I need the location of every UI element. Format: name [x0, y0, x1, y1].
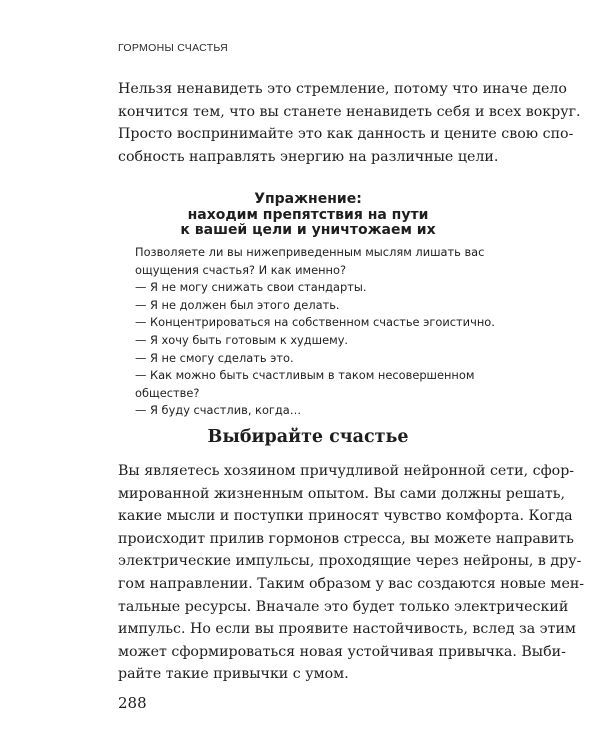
section-heading: Выбирайте счастье — [207, 427, 409, 447]
exercise-line: обществе? — [135, 385, 200, 400]
intro-line: Нельзя ненавидеть это стремление, потому что иначе дело — [118, 81, 567, 97]
exercise-title-line: Упражнение: — [254, 191, 362, 207]
exercise-line: — Концентрироваться на собственном счастье эгоистично. — [135, 315, 495, 330]
section-line: электрические импульсы, проходящие через нейроны, в дру- — [118, 553, 582, 570]
section-line: происходит прилив гормонов стресса, вы можете направить — [118, 530, 574, 547]
intro-line: кончится тем, что вы станете ненавидеть себя и всех вокруг. — [118, 103, 581, 120]
section-paragraph — [118, 460, 585, 686]
exercise-title — [118, 192, 498, 239]
exercise-line: — Как можно быть счастливым в таком несовершенном — [135, 368, 475, 383]
section-line: гом направлении. Таким образом у вас создаются новые мен- — [118, 575, 585, 592]
exercise-line: — Я не должен был этого делать. — [135, 297, 340, 312]
exercise-line: — Я не смогу сделать это. — [135, 350, 294, 365]
running-head: ГОРМОНЫ СЧАСТЬЯ — [118, 42, 229, 54]
exercise-line: Позволяете ли вы нижеприведенным мыслям лишать вас — [135, 245, 485, 259]
page-number: 288 — [118, 694, 147, 712]
section-line: мированной жизненным опытом. Вы сами должны решать, — [118, 485, 566, 502]
intro-paragraph — [118, 78, 581, 168]
section-line: тальные ресурсы. Вначале это будет только электрический — [118, 598, 569, 615]
section-line: может сформироваться новая устойчивая привычка. Выби- — [118, 643, 566, 660]
intro-line: собность направлять энергию на различные цели. — [118, 148, 499, 165]
exercise-line: — Я не могу снижать свои стандарты. — [135, 280, 367, 295]
exercise-title-line: находим препятствия на пути — [187, 206, 429, 223]
exercise-line: — Я буду счастлив, когда… — [135, 403, 302, 418]
section-line: Вы являетесь хозяином причудливой нейронной сети, сфор- — [118, 463, 575, 479]
section-line: импульс. Но если вы проявите настойчивость, вслед за этим — [118, 621, 576, 638]
section-line: какие мысли и поступки приносят чувство комфорта. Когда — [118, 508, 573, 525]
exercise-body — [135, 244, 495, 420]
exercise-line: ощущения счастья? И как именно? — [135, 262, 347, 277]
exercise-line: — Я хочу быть готовым к худшему. — [135, 332, 349, 347]
intro-line: Просто воспринимайте это как данность и цените свою спо- — [118, 126, 574, 143]
section-line: райте такие привычки с умом. — [118, 666, 349, 683]
exercise-title-line: к вашей цели и уничтожаем их — [180, 222, 436, 238]
